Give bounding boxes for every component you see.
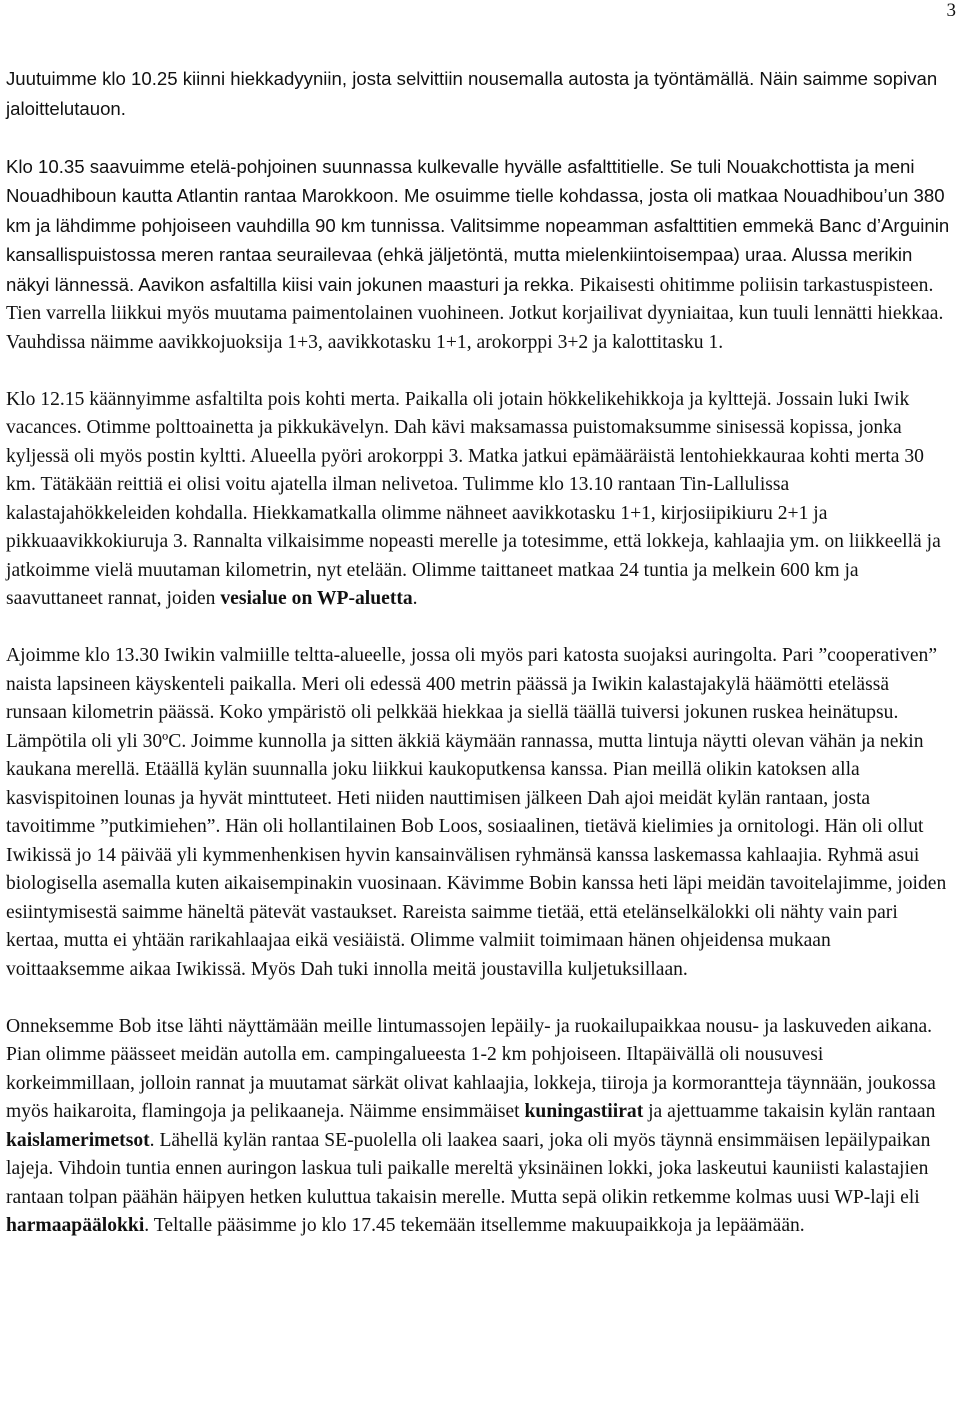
paragraph <box>6 153 954 358</box>
text-span: Ajoimme klo 13.30 Iwikin valmiille teltta-alueelle, jossa oli myös pari katosta suojaksi auringolta. Pari ”cooperativen” naista lapsineen käyskenteli paikalla. Meri oli edessä 400 metrin päässä ja Iwikin kalastajakylä häämötti etelässä runsaan kilometrin päässä. Koko ympäristö oli pelkkää hiekkaa ja siellä täällä tuiversi jokunen ruskea heinätupsu. Lämpötila oli yli 30ºC. Joimme kunnolla ja sitten äkkiä käymään rannassa, mutta lintuja näytti olevan vähän ja nekin kaukana merellä. Etäällä kylän suunnalla joku liikkui kaukoputkensa kanssa. Pian meillä olikin katoksen alla kasvispitoinen lounas ja hyvät minttuteet. Heti niiden nauttimisen jälkeen Dah ajoi meidät kylän rantaan, josta tavoitimme ”putkimiehen”. Hän oli hollantilainen Bob Loos, sosiaalinen, tietävä kielimies ja ornitologi. Hän oli ollut Iwikissä jo 14 päivää yli kymmenhenkisen hyvin kansainvälisen ryhmänsä kanssa laskemassa kahlaajia. Ryhmä asui biologisella asemalla kuten aikaisempinakin vuosinaan. Kävimme Bobin kanssa heti läpi meidän tavoitelajimme, joiden esiintymisestä saimme häneltä pätevät vastaukset. Rareista saimme tietää, että etelänselkälokki oli nähty vain pari kertaa, mutta ei yhtään rarikahlaajaa eikä vesiäistä. Olimme valmiit toimimaan hänen ohjeidensa mukaan voittaaksemme aikaa Iwikissä. Myös Dah tuki innolla meitä joustavilla kuljetuksillaan. <box>6 645 947 980</box>
text-span: . Teltalle pääsimme jo klo 17.45 tekemään itsellemme makuupaikkoja ja lepäämään. <box>144 1215 805 1236</box>
paragraph <box>6 386 954 614</box>
bold-term: harmaapäälokki <box>6 1215 145 1236</box>
text-span: . <box>412 588 418 609</box>
text-span: Klo 10.35 saavuimme etelä-pohjoinen suunnassa kulkevalle hyvälle asfalttitielle. <box>6 155 670 177</box>
paragraph <box>6 642 954 984</box>
text-span: ja ajettuamme takaisin kylän rantaan <box>643 1101 936 1122</box>
text-span: Juutuimme klo 10.25 kiinni hiekkadyyniin, josta selvittiin nousemalla autosta ja työntämällä. Näin saimme sopivan jaloittelutauon. <box>6 68 938 119</box>
bold-term: kuningastiirat <box>524 1101 644 1122</box>
paragraph <box>6 65 954 124</box>
paragraph <box>6 1013 954 1241</box>
text-span: Pikaisesti ohitimme poliisin tarkastuspisteen. Tien varrella liikkui myös muutama paimentolainen vuohineen. Jotkut korjailivat dyyniaitaa, kun tuuli lennätti hiekkaa. Vauhdissa näimme aavikkojuoksija 1+3, aavikkotasku 1+1, arokorppi 3+2 ja kalottitasku 1. <box>6 274 944 353</box>
document-body <box>6 65 954 1241</box>
page-number: 3 <box>946 0 956 21</box>
text-span: Se tuli Nouakchottista ja meni Nouadhiboun kautta Atlantin rantaa Marokkoon. Me osuimme tielle kohdassa, josta oli matkaa Nouadhibou’un 380 km ja lähdimme pohjoiseen vauhdilla 90 km tunnissa. Valitsimme nopeamman asfalttitien emmekä Banc d’Arguinin kansallispuistossa meren rantaa seurailevaa (ehkä jäljetöntä, mutta mielenkiintoisempaa) uraa. Alussa merikin näkyi lännessä. Aavikon asfaltilla kiisi vain jokunen maasturi ja rekka. <box>6 155 950 295</box>
bold-term: kaislamerimetsot <box>6 1129 150 1151</box>
text-span: Klo 12.15 käännyimme asfaltilta pois kohti merta. Paikalla oli jotain hökkelikehikkoja ja kylttejä. Jossain luki Iwik vacances. Otimme polttoainetta ja pikkukävelyn. Dah kävi maksamassa puistomaksumme sinisessä kopissa, jonka kyljessä oli myös postin kyltti. Alueella pyöri arokorppi 3. Matka jatkui epämääräistä lentohiekkauraa kohti merta 30 km. Tätäkään reittiä ei olisi voitu ajatella ilman nelivetoa. Tulimme klo 13.10 rantaan Tin-Lallulissa kalastajahökkeleiden kohdalla. Hiekkamatkalla olimme nähneet aavikkotasku 1+1, kirjosiipikiuru 2+1 ja pikkuaavikkokiuruja 3. Rannalta vilkaisimme nopeasti merelle ja totesimme, että lokkeja, kahlaajia ym. on liikkeellä ja jatkoimme vielä muutaman kilometrin, nyt etelään. Olimme taittaneet matkaa 24 tuntia ja melkein 600 km ja saavuttaneet rannat, joiden <box>6 388 941 609</box>
text-span: . Lähellä kylän rantaa SE-puolella oli laakea saari, joka oli myös täynnä ensimmäisen lepäilypaikan lajeja. Vihdoin tuntia ennen auringon laskua tuli paikalle mereltä yksinäinen lokki, joka laskeutui kauniisti kalastajien rantaan tolpan päähän häipyen hetken kuluttua takaisin merelle. Mutta sepä olikin retkemme kolmas uusi WP-laji eli <box>6 1129 931 1208</box>
bold-term: vesialue on WP-aluetta <box>220 588 413 609</box>
text-span: Onneksemme Bob itse lähti näyttämään meille lintumassojen lepäily- ja ruokailupaikkaa nousu- ja laskuveden aikana. Pian olimme päässeet meidän autolla em. campingalueesta 1-2 km pohjoiseen. Iltapäivällä oli nousuvesi korkeimmillaan, jolloin rannat ja muutamat särkät olivat kahlaajia, lokkeja, tiiroja ja kormorantteja täynnään, joukossa myös haikaroita, flamingoja ja pelikaaneja. Näimme ensimmäiset <box>6 1015 936 1122</box>
